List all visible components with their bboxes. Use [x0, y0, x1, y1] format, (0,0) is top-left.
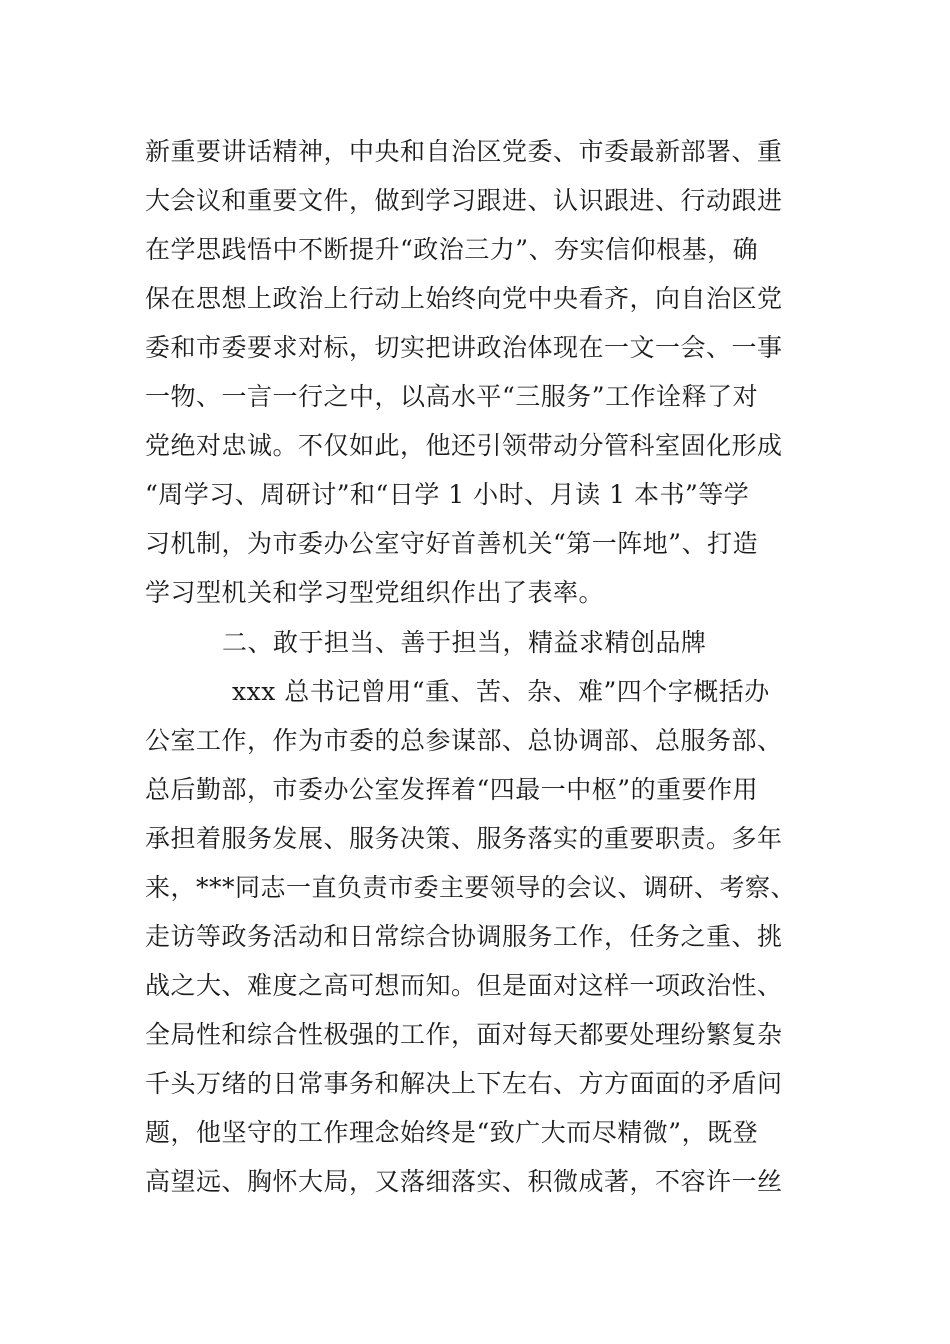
paragraph-line: 承担着服务发展、服务决策、服务落实的重要职责。多年	[145, 824, 783, 853]
paragraph-line: 来，***同志一直负责市委主要领导的会议、调研、考察、	[145, 873, 797, 902]
paragraph-line: 题，他坚守的工作理念始终是“致广大而尽精微”，既登	[145, 1118, 759, 1147]
paragraph-line: 总后勤部，市委办公室发挥着“四最一中枢”的重要作用	[145, 775, 759, 804]
section-heading: 二、敢于担当、善于担当，精益求精创品牌	[222, 628, 707, 657]
paragraph-line: 全局性和综合性极强的工作，面对每天都要处理纷繁复杂	[145, 1020, 783, 1049]
paragraph-line: 大会议和重要文件，做到学习跟进、认识跟进、行动跟进	[145, 186, 783, 215]
paragraph-line: 在学思践悟中不断提升“政治三力”、夯实信仰根基，确	[145, 235, 759, 264]
paragraph-line: 新重要讲话精神，中央和自治区党委、市委最新部署、重	[145, 137, 783, 166]
paragraph-line: 习机制，为市委办公室守好首善机关“第一阵地”、打造	[145, 529, 759, 558]
paragraph-line: 高望远、胸怀大局，又落细落实、积微成著，不容许一丝	[145, 1167, 783, 1196]
paragraph-line: 学习型机关和学习型党组织作出了表率。	[145, 578, 605, 607]
paragraph-line: 战之大、难度之高可想而知。但是面对这样一项政治性、	[145, 971, 783, 1000]
paragraph-line: 党绝对忠诚。不仅如此，他还引领带动分管科室固化形成	[145, 431, 783, 460]
paragraph-line: 一物、一言一行之中，以高水平“三服务”工作诠释了对	[145, 382, 759, 411]
paragraph-line: 千头万绪的日常事务和解决上下左右、方方面面的矛盾问	[145, 1069, 783, 1098]
paragraph-line: 公室工作，作为市委的总参谋部、总协调部、总服务部、	[145, 726, 783, 755]
paragraph-line: 委和市委要求对标，切实把讲政治体现在一文一会、一事	[145, 333, 783, 362]
paragraph-line: xxx 总书记曾用“重、苦、杂、难”四个字概括办	[232, 677, 770, 706]
paragraph-line: 走访等政务活动和日常综合协调服务工作，任务之重、挑	[145, 922, 783, 951]
paragraph-line: 保在思想上政治上行动上始终向党中央看齐，向自治区党	[145, 284, 783, 313]
paragraph-line: “周学习、周研讨”和“日学 1 小时、月读 1 本书”等学	[145, 480, 750, 509]
